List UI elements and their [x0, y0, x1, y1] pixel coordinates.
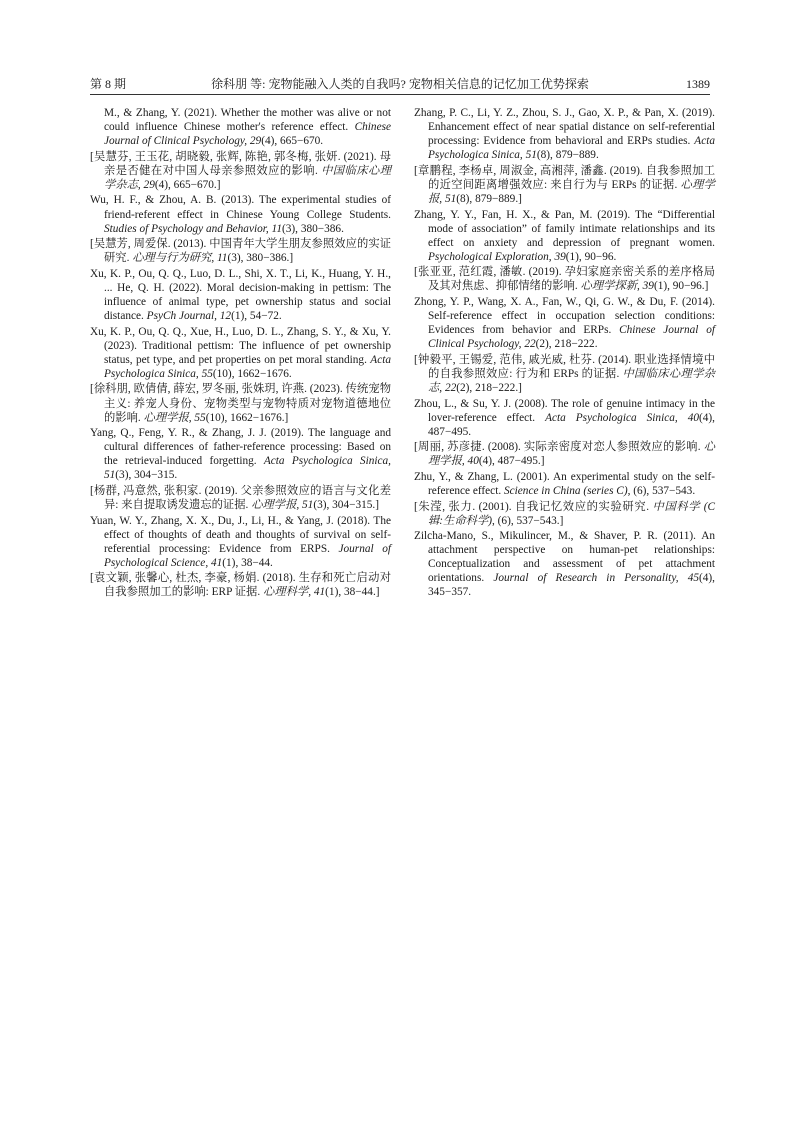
- reference-entry: [徐科朋, 欧倩倩, 薛宏, 罗冬丽, 张姝玥, 许燕. (2023). 传统宠物主义: 养宠人身份、宠物类型与宠物特质对宠物道德地位的影响. 心理学报, 55(10), 1662−1676.]: [90, 383, 391, 424]
- reference-entry: [朱滢, 张力. (2001). 自我记忆效应的实验研究. 中国科学 (C 辑:生命科学), (6), 537−543.]: [414, 500, 715, 527]
- reference-entry: [杨群, 冯意然, 张积家. (2019). 父亲参照效应的语言与文化差异: 来自提取诱发遗忘的证据. 心理学报, 51(3), 304−315.]: [90, 484, 391, 512]
- reference-entry: Xu, K. P., Ou, Q. Q., Xue, H., Luo, D. L., Zhang, S. Y., & Xu, Y. (2023). Traditional pettism: The influence of pet ownership status, pet type, and pet properties on pet moral standing. Acta Psychologica Sinica, 55(10), 1662−1676.: [90, 325, 391, 380]
- reference-entry: [袁文颖, 张馨心, 杜杰, 李豪, 杨娟. (2018). 生存和死亡启动对自我参照加工的影响: ERP 证据. 心理科学, 41(1), 38−44.]: [90, 572, 391, 599]
- reference-entry: [张亚亚, 范红霞, 潘敏. (2019). 孕妇家庭亲密关系的差序格局及其对焦虑、抑郁情绪的影响. 心理学探新, 39(1), 90−96.]: [414, 266, 715, 293]
- reference-entry: Wu, H. F., & Zhou, A. B. (2013). The experimental studies of friend-referent effect in Chinese Young College Students. Studies of Psychology and Behavior, 11(3), 380−386.: [90, 194, 391, 235]
- running-title: 徐科朋 等: 宠物能融入人类的自我吗? 宠物相关信息的记忆加工优势探索: [211, 77, 589, 91]
- reference-entry: Zhang, P. C., Li, Y. Z., Zhou, S. J., Gao, X. P., & Pan, X. (2019). Enhancement effect of near spatial distance on self-referential processing: Evidence from behavioral and ERPs studies. Acta Psychologica Sinica, 51(8), 879−889.: [414, 107, 715, 162]
- reference-entry: M., & Zhang, Y. (2021). Whether the mother was alive or not could influence Chinese mother's reference effect. Chinese Journal of Clinical Psychology, 29(4), 665−670.: [104, 107, 391, 148]
- reference-entry: Zilcha-Mano, S., Mikulincer, M., & Shaver, P. R. (2011). An attachment perspective on human-pet relationships: Conceptualization and assessment of pet attachment orientations. Journal of Research in Personality, 45(4), 345−357.: [414, 530, 715, 599]
- reference-entry: [吴慧芳, 周爱保. (2013). 中国青年大学生朋友参照效应的实证研究. 心理与行为研究, 11(3), 380−386.]: [90, 238, 391, 265]
- reference-entry: Zhang, Y. Y., Fan, H. X., & Pan, M. (2019). The “Differential mode of association” of family intimate relationships and its effect on anxiety and depression of pregnant women. Psychological Exploration, 39(1), 90−96.: [414, 208, 715, 263]
- reference-entry: Zhou, L., & Su, Y. J. (2008). The role of genuine intimacy in the lover-reference effect. Acta Psychologica Sinica, 40(4), 487−495.: [414, 397, 715, 438]
- reference-entry: [吴慧芬, 王玉花, 胡晓毅, 张辉, 陈艳, 郭冬梅, 张妍. (2021). 母亲是否健在对中国人母亲参照效应的影响. 中国临床心理学杂志, 29(4), 665−670.]: [90, 150, 391, 191]
- header-rule: [90, 94, 710, 95]
- reference-entry: Yang, Q., Feng, Y. R., & Zhang, J. J. (2019). The language and cultural differences of father-reference processing: Based on the retrieval-induced forgetting. Acta Psychologica Sinica, 51(3), 304−315.: [90, 427, 391, 482]
- references-left-column: [90, 106, 391, 601]
- references-right-column: [414, 106, 715, 601]
- reference-entry: [周丽, 苏彦捷. (2008). 实际亲密度对恋人参照效应的影响. 心理学报, 40(4), 487−495.]: [414, 441, 715, 468]
- reference-entry: Xu, K. P., Ou, Q. Q., Luo, D. L., Shi, X. T., Li, K., Huang, Y. H., ... He, Q. H. (2022). Moral decision-making in pettism: The influence of animal type, pet ownership status and social distance. PsyCh Journal, 12(1), 54−72.: [90, 267, 391, 323]
- reference-entry: Zhu, Y., & Zhang, L. (2001). An experimental study on the self-reference effect. Science in China (series C), (6), 537−543.: [414, 470, 715, 497]
- running-header: [90, 76, 710, 93]
- reference-entry: Yuan, W. Y., Zhang, X. X., Du, J., Li, H., & Yang, J. (2018). The effect of thoughts of death and thoughts of survival on self-referential processing: Evidence from ERPS. Journal of Psychological Science, 41(1), 38−44.: [90, 514, 391, 569]
- reference-entry: [章鹏程, 李杨卓, 周淑金, 高湘萍, 潘鑫. (2019). 自我参照加工的近空间距离增强效应: 来自行为与 ERPs 的证据. 心理学报, 51(8), 879−889.]: [414, 164, 715, 205]
- reference-entry: [钟毅平, 王锡爱, 范伟, 戚光威, 杜芬. (2014). 职业选择情境中的自我参照效应: 行为和 ERPs 的证据. 中国临床心理学杂志, 22(2), 218−222.]: [414, 353, 715, 394]
- reference-entry: Zhong, Y. P., Wang, X. A., Fan, W., Qi, G. W., & Du, F. (2014). Self-reference effect in occupation selection conditions: Evidences from behavior and ERPs. Chinese Journal of Clinical Psychology, 22(2), 218−222.: [414, 295, 715, 351]
- issue-number: 第 8 期: [90, 77, 127, 91]
- page-number: 1389: [686, 77, 710, 91]
